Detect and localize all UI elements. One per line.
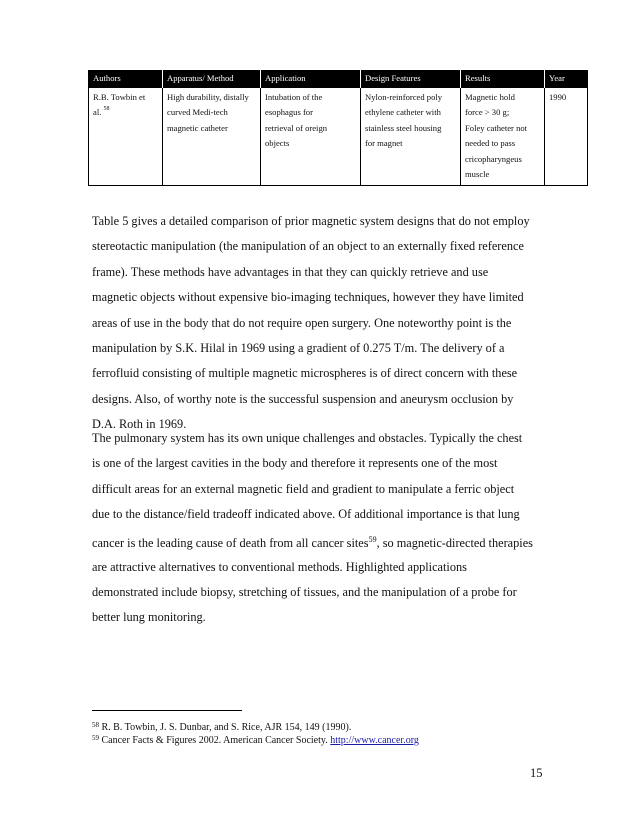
header-application: Application [261, 70, 361, 88]
cell-year: 1990 [545, 88, 588, 186]
cell-line: objects [265, 138, 290, 148]
text-line: magnetic objects without expensive bio-imaging techniques, however they have limited [92, 290, 524, 305]
header-method: Apparatus/ Method [163, 70, 261, 88]
cell-line: retrieval of oreign [265, 122, 328, 133]
footnote-divider [92, 710, 242, 711]
cell-line: muscle [465, 169, 490, 179]
text-line: The pulmonary system has its own unique challenges and obstacles. Typically the chest [92, 431, 523, 445]
cell-authors [89, 88, 163, 186]
cell-line: magnetic catheter [167, 122, 228, 133]
paragraph-pulmonary [92, 426, 562, 631]
header-results: Results [461, 70, 545, 88]
footnote-number: 59 [92, 734, 99, 742]
footnote-58 [92, 722, 351, 734]
page-number: 15 [530, 766, 543, 780]
cell-line: force > 30 g; [465, 107, 510, 117]
authors-line: R.B. Towbin et [93, 91, 146, 102]
text-segment: , so magnetic-directed therapies [376, 535, 533, 550]
cell-design [361, 88, 461, 186]
cell-line: curved Medi-tech [167, 107, 228, 117]
citation-ref[interactable]: 59 [368, 534, 377, 544]
text-line: difficult areas for an external magnetic field and gradient to manipulate a ferric object [92, 481, 515, 496]
cell-line: Magnetic hold [465, 91, 515, 102]
table-header-row [89, 70, 588, 88]
footnote-59 [92, 735, 419, 747]
text-line: stereotactic manipulation (the manipulation of an object to an externally fixed reference [92, 239, 524, 254]
cell-line: Intubation of the [265, 91, 323, 102]
text-line: better lung monitoring. [92, 610, 206, 625]
table-row [89, 88, 588, 186]
cell-line: Foley catheter not [465, 122, 528, 133]
cell-application [261, 88, 361, 186]
cell-line: ethylene catheter with [365, 107, 441, 117]
header-authors: Authors [89, 70, 163, 88]
text-line: due to the distance/field tradeoff indicated above. Of additional importance is that lung [92, 507, 520, 522]
text-line: designs. Also, of worthy note is the successful suspension and aneurysm occlusion by [92, 391, 514, 406]
cell-line: esophagus for [265, 107, 313, 117]
footnote-text: Cancer Facts & Figures 2002. American Cancer Society. [99, 735, 331, 746]
text-line: ferrofluid consisting of multiple magnetic microspheres is of direct concern with these [92, 366, 518, 381]
text-line: manipulation by S.K. Hilal in 1969 using a gradient of 0.275 T/m. The delivery of a [92, 340, 505, 355]
text-line: areas of use in the body that do not require open surgery. One noteworthy point is the [92, 315, 512, 330]
cell-line: for magnet [365, 138, 403, 148]
text-line: Table 5 gives a detailed comparison of prior magnetic system designs that do not employ [92, 214, 530, 228]
text-line: D.A. Roth in 1969. [92, 417, 187, 432]
text-line: is one of the largest cavities in the body and therefore it represents one of the most [92, 456, 498, 471]
authors-footnote-ref[interactable]: 58 [103, 106, 110, 112]
cell-line: Nylon-reinforced poly [365, 91, 443, 102]
header-design: Design Features [361, 70, 461, 88]
cell-method [163, 88, 261, 186]
cell-line: stainless steel housing [365, 122, 442, 133]
authors-line-2: al. [93, 107, 102, 117]
text-line-citation [92, 528, 562, 555]
header-year: Year [545, 70, 588, 88]
cell-line: cricopharyngeus [465, 153, 522, 164]
comparison-table [88, 70, 588, 186]
footnote-text: R. B. Towbin, J. S. Dunbar, and S. Rice, AJR 154, 149 (1990). [99, 722, 352, 733]
cell-line: needed to pass [465, 138, 516, 148]
authors-line [93, 105, 159, 121]
text-line: are attractive alternatives to conventional methods. Highlighted applications [92, 559, 467, 574]
cell-results [461, 88, 545, 186]
text-line: frame). These methods have advantages in that they can quickly retrieve and use [92, 264, 489, 279]
text-segment: cancer is the leading cause of death from all cancer sites [92, 535, 369, 550]
paragraph-table5 [92, 209, 562, 438]
text-line: demonstrated include biopsy, stretching of tissues, and the manipulation of a probe for [92, 584, 517, 599]
footnote-number: 58 [92, 721, 99, 729]
cell-line: High durability, distally [167, 91, 249, 102]
footnote-link[interactable]: http://www.cancer.org [330, 735, 419, 746]
